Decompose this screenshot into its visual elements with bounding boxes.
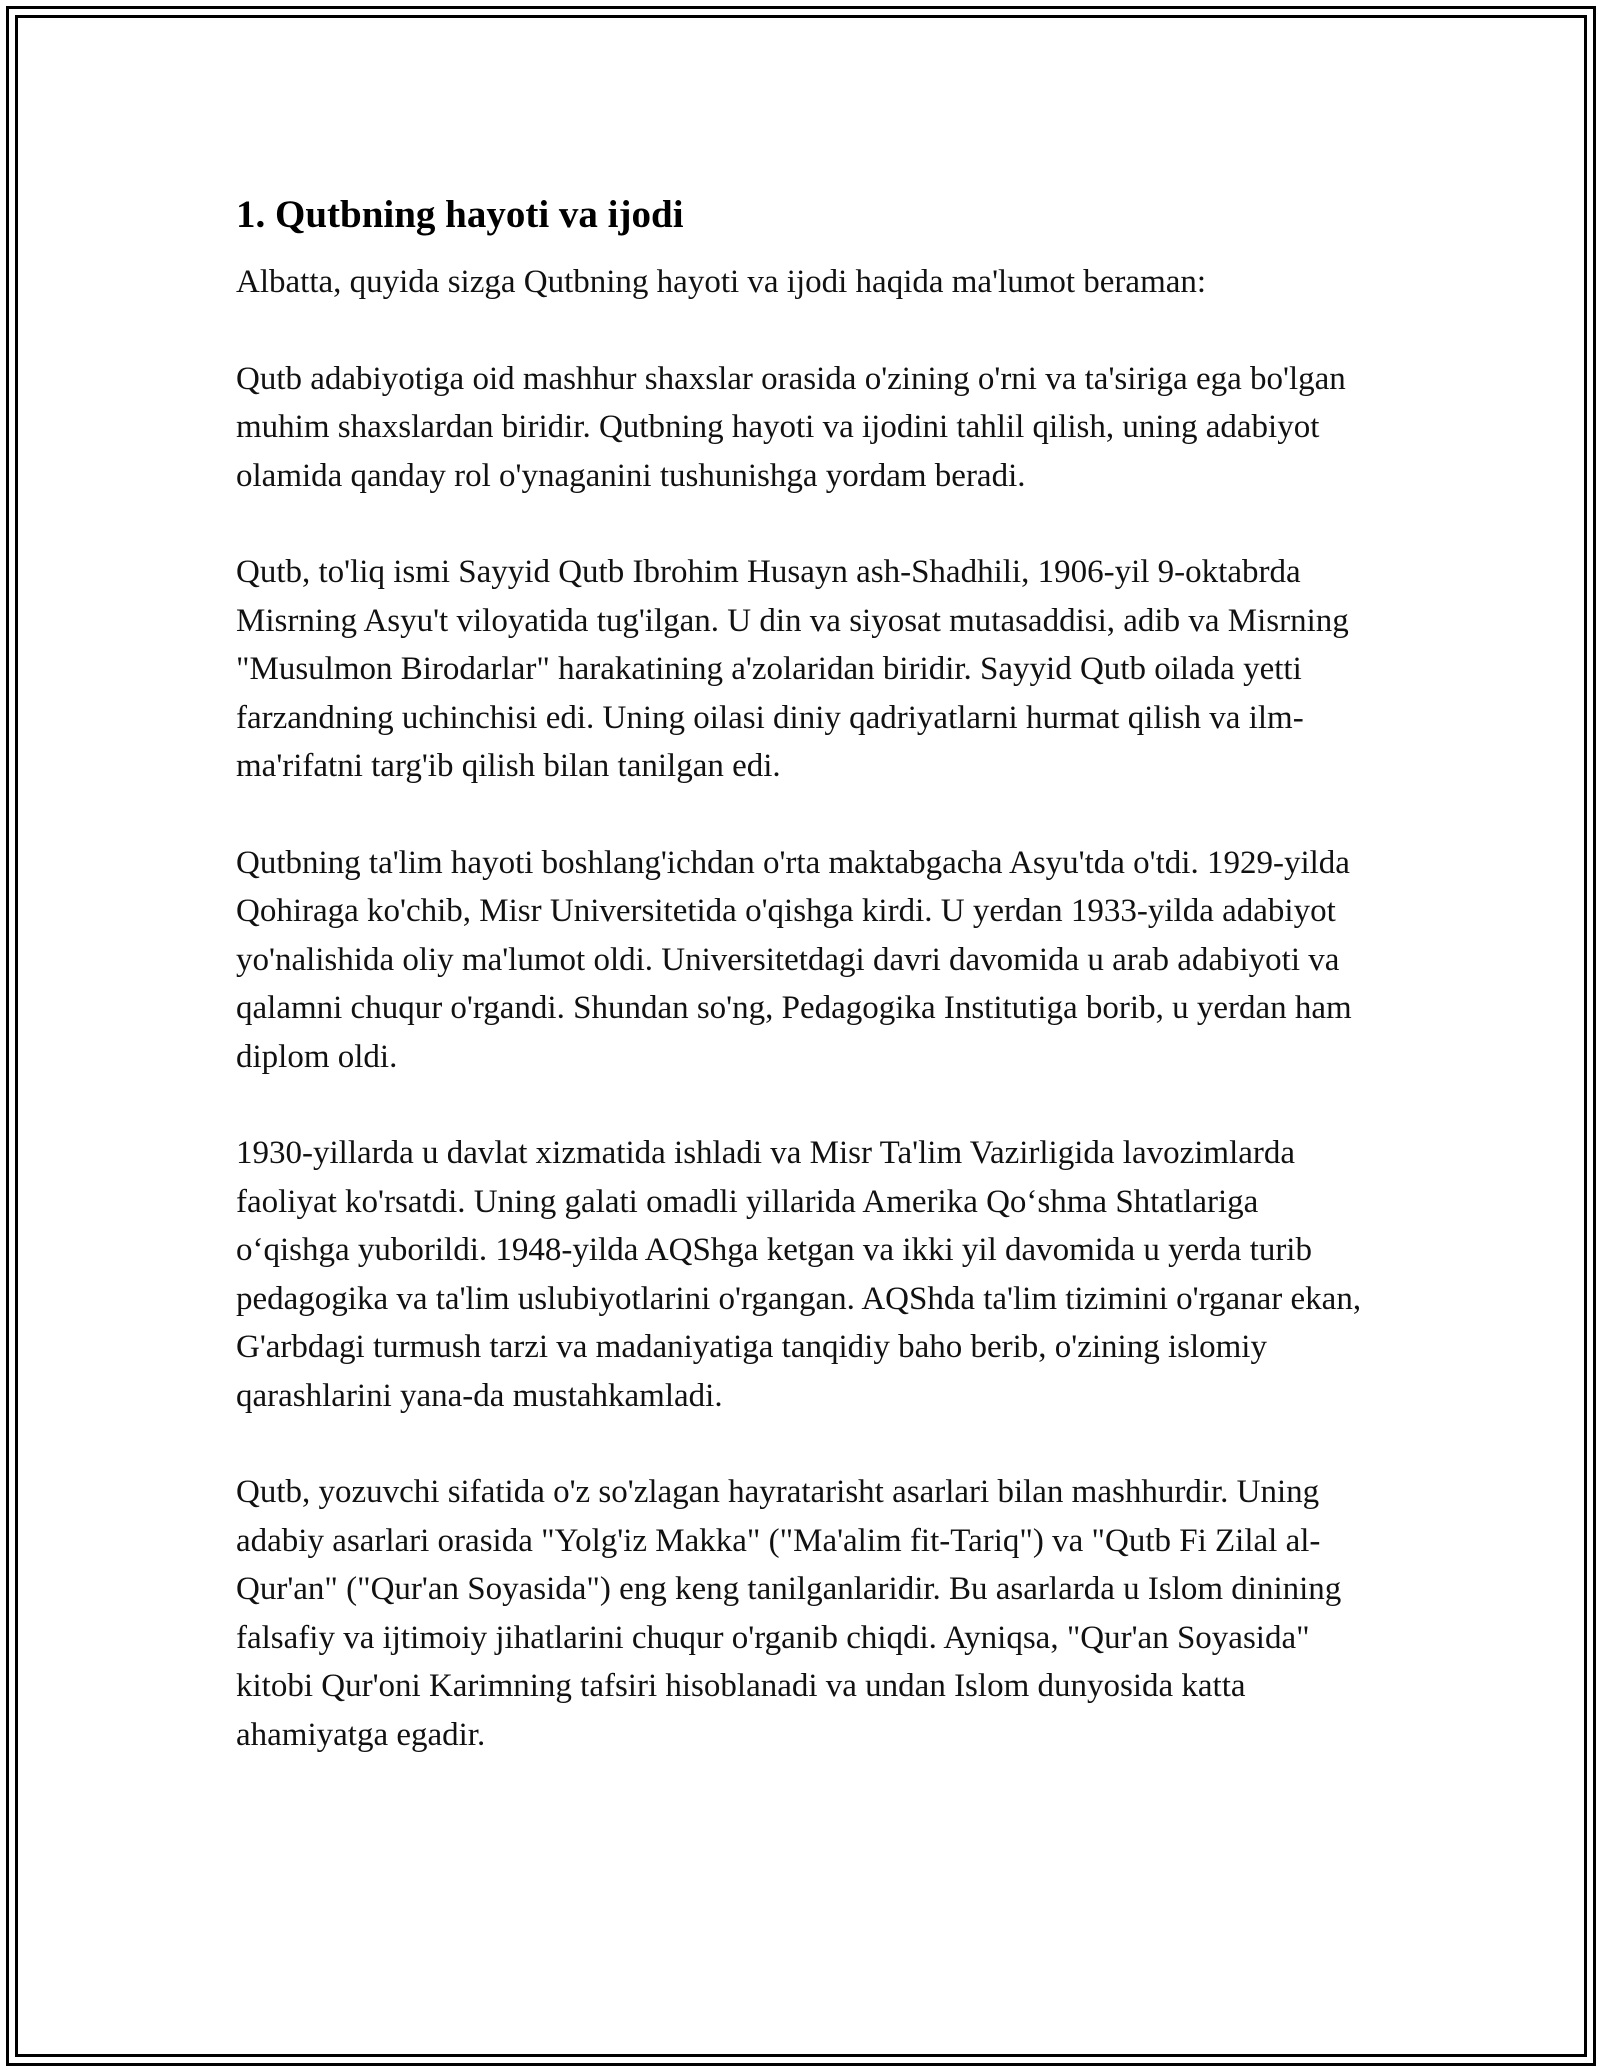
paragraph-birth-family: Qutb, to'liq ismi Sayyid Qutb Ibrohim Husayn ash-Shadhili, 1906-yil 9-oktabrda Misrning Asyu't viloyatida tug'ilgan. U din va siyosat mutasaddisi, adib va Misrning "Musulmon Birodarlar" harakatining a'zolaridan biridir. Sayyid Qutb oilada yetti farzandning uchinchisi edi. Uning oilasi diniy qadriyatlarni hurmat qilish va ilm-ma'rifatni targ'ib qilish bilan tanilgan edi.	[236, 554, 1349, 784]
intro-paragraph: Albatta, quyida sizga Qutbning hayoti va ijodi haqida ma'lumot beraman:	[236, 264, 1207, 300]
document-body	[236, 186, 1366, 1807]
paragraph-works: Qutb, yozuvchi sifatida o'z so'zlagan hayratarisht asarlari bilan mashhurdir. Uning adabiy asarlari orasida "Yolg'iz Makka" ("Ma'alim fit-Tariq") va "Qutb Fi Zilal al-Qur'an" ("Qur'an Soyasida") eng keng tanilganlaridir. Bu asarlarda u Islom dinining falsafiy va ijtimoiy jihatlarini chuqur o'rganib chiqdi. Ayniqsa, "Qur'an Soyasida" kitobi Qur'oni Karimning tafsiri hisoblanadi va undan Islom dunyosida katta ahamiyatga egadir.	[236, 1474, 1342, 1753]
paragraph-career-usa: 1930-yillarda u davlat xizmatida ishladi va Misr Ta'lim Vazirligida lavozimlarda faoliyat ko'rsatdi. Uning galati omadli yillarida Amerika Qo‘shma Shtatlariga o‘qishga yuborildi. 1948-yilda AQShga ketgan va ikki yil davomida u yerda turib pedagogika va ta'lim uslubiyotlarini o'rgangan. AQShda ta'lim tizimini o'rganar ekan, G'arbdagi turmush tarzi va madaniyatiga tanqidiy baho berib, o'zining islomiy qarashlarini yana-da mustahkamladi.	[236, 1135, 1362, 1414]
paragraph-significance: Qutb adabiyotiga oid mashhur shaxslar orasida o'zining o'rni va ta'siriga ega bo'lgan muhim shaxslardan biridir. Qutbning hayoti va ijodini tahlil qilish, uning adabiyot olamida qanday rol o'ynaganini tushunishga yordam beradi.	[236, 360, 1346, 494]
section-title: 1. Qutbning hayoti va ijodi	[236, 193, 684, 236]
paragraph-education: Qutbning ta'lim hayoti boshlang'ichdan o'rta maktabgacha Asyu'tda o'tdi. 1929-yilda Qohiraga ko'chib, Misr Universitetida o'qishga kirdi. U yerdan 1933-yilda adabiyot yo'nalishida oliy ma'lumot oldi. Universitetdagi davri davomida u arab adabiyoti va qalamni chuqur o'rgandi. Shundan so'ng, Pedagogika Institutiga borib, u yerdan ham diplom oldi.	[236, 844, 1352, 1075]
